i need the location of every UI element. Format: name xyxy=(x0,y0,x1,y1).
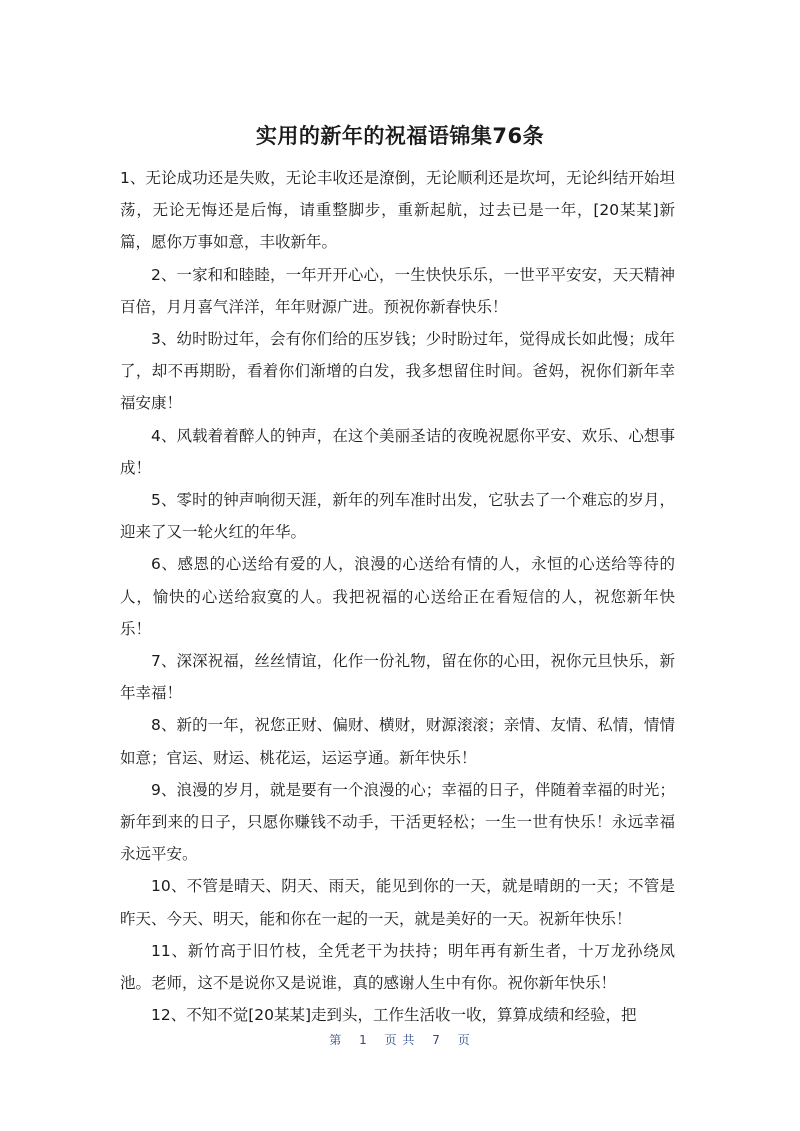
paragraph-6: 6、感恩的心送给有爱的人，浪漫的心送给有情的人，永恒的心送给等待的人，愉快的心送给寂寞的人。我把祝福的心送给正在看短信的人，祝您新年快乐！ xyxy=(120,555,675,638)
paragraph-9: 9、浪漫的岁月，就是要有一个浪漫的心；幸福的日子，伴随着幸福的时光；新年到来的日子，只愿你赚钱不动手，干活更轻松；一生一世有快乐！永远幸福永远平安。 xyxy=(120,780,675,864)
footer-current-page: 1 xyxy=(359,1033,368,1047)
paragraph-5: 5、零时的钟声响彻天涯，新年的列车准时出发，它驮去了一个难忘的岁月，迎来了又一轮火红的年华。 xyxy=(120,491,675,542)
footer-prefix: 第 xyxy=(329,1033,343,1047)
paragraph-4: 4、风载着着醉人的钟声，在这个美丽圣诘的夜晚祝愿你平安、欢乐、心想事成！ xyxy=(120,426,675,477)
paragraph-10: 10、不管是晴天、阴天、雨天，能见到你的一天，就是晴朗的一天；不管是昨天、今天、明天，能和你在一起的一天，就是美好的一天。祝新年快乐！ xyxy=(120,877,675,928)
document-body xyxy=(120,162,675,1031)
footer-total-pages: 7 xyxy=(432,1033,441,1047)
page-title: 实用的新年的祝福语锦集76条 xyxy=(255,124,545,148)
paragraph-2: 2、一家和和睦睦，一年开开心心，一生快快乐乐，一世平平安安，天天精神百倍，月月喜气洋洋，年年财源广进。预祝你新春快乐！ xyxy=(120,265,675,316)
footer-suffix: 页 xyxy=(457,1033,471,1047)
page-footer xyxy=(0,1031,800,1048)
paragraph-3: 3、幼时盼过年，会有你们给的压岁钱；少时盼过年，觉得成长如此慢；成年了，却不再期盼，看着你们渐增的白发，我多想留住时间。爸妈，祝你们新年幸福安康！ xyxy=(120,330,675,413)
paragraph-12: 12、不知不觉[20某某]走到头，工作生活收一收，算算成绩和经验，把 xyxy=(151,1006,637,1025)
paragraph-8: 8、新的一年，祝您正财、偏财、横财，财源滚滚；亲情、友情、私情，情情如意；官运、财运、桃花运，运运亨通。新年快乐！ xyxy=(120,716,675,767)
paragraph-11: 11、新竹高于旧竹枝，全凭老干为扶持；明年再有新生者，十万龙孙绕凤池。老师，这不是说你又是说谁，真的感谢人生中有你。祝你新年快乐！ xyxy=(120,941,675,993)
footer-middle: 页 共 xyxy=(384,1033,416,1047)
paragraph-1: 1、无论成功还是失败，无论丰收还是潦倒，无论顺利还是坎坷，无论纠结开始坦荡，无论无悔还是后悔，请重整脚步，重新起航，过去已是一年，[20某某]新篇，愿你万事如意，丰收新年。 xyxy=(120,169,675,252)
paragraph-7: 7、深深祝福，丝丝情谊，化作一份礼物，留在你的心田，祝你元旦快乐，新年幸福！ xyxy=(120,652,675,703)
